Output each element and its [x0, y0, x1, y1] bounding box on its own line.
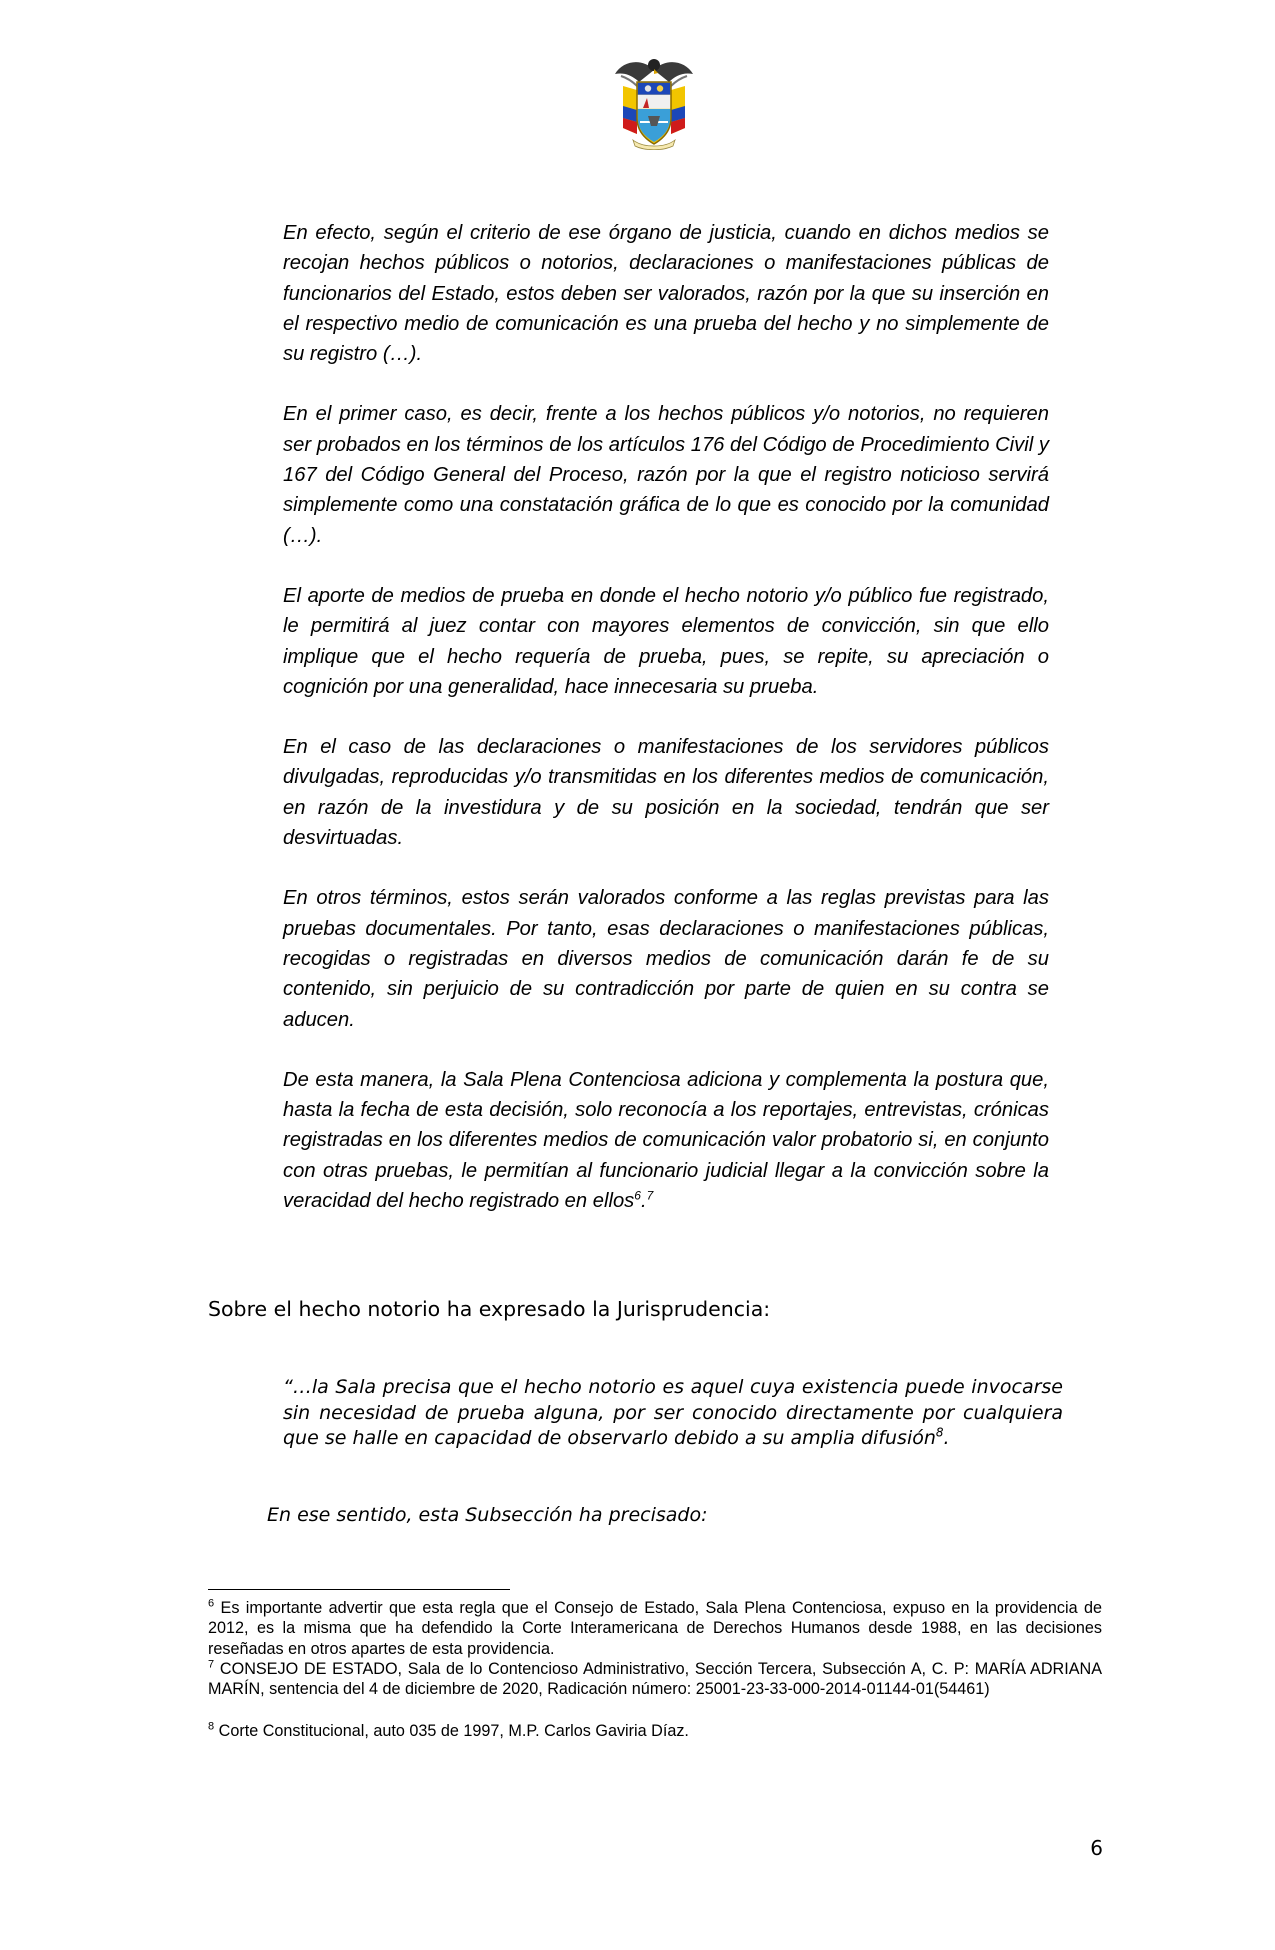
footnote-text: CONSEJO DE ESTADO, Sala de lo Contencioso Administrativo, Sección Tercera, Subsección A, C. P: MARÍA ADRIANA MARÍN, sentencia del 4 de diciembre de 2020, Radicación número: 25001-23-33-000-2014-01144-01(54461): [208, 1659, 1103, 1699]
quote-paragraph: En efecto, según el criterio de ese órgano de justicia, cuando en dichos medios se recojan hechos públicos o notorios, declaraciones o manifestaciones públicas de funcionarios del Estado, estos deben ser valorados, razón por la que su inserción en el respectivo medio de comunicación es una prueba del hecho y no simplemente de su registro (…).: [283, 222, 1049, 366]
punctuation: .: [943, 1427, 950, 1449]
page-number: 6: [1090, 1836, 1103, 1860]
footnote-text: Corte Constitucional, auto 035 de 1997, M.P. Carlos Gaviria Díaz.: [218, 1722, 689, 1741]
footnote-ref[interactable]: 6: [634, 1188, 641, 1203]
jurisprudence-intro: Sobre el hecho notorio ha expresado la Jurisprudencia:: [208, 1297, 771, 1321]
quote-paragraph: El aporte de medios de prueba en donde el hecho notorio y/o público fue registrado, le permitirá al juez contar con mayores elementos de convicción, sin que ello implique que el hecho requería de prueba, pues, se repite, su apreciación o cognición por una generalidad, hace innecesaria su prueba.: [283, 584, 1049, 698]
footnote-number: 7: [208, 1658, 215, 1671]
footnotes: [208, 1598, 1102, 1742]
coat-of-arms-icon: [613, 56, 695, 150]
footnote-separator: [208, 1589, 510, 1590]
footnote-8: [208, 1721, 1102, 1741]
footnote-ref[interactable]: 7: [646, 1188, 654, 1203]
punctuation: .: [640, 1190, 647, 1213]
footnote-number: 8: [208, 1721, 215, 1734]
footnote-7: [208, 1659, 1102, 1700]
quote-paragraph: En el primer caso, es decir, frente a los hechos públicos y/o notorios, no requieren ser probados en los términos de los artículos 176 del Código de Procedimiento Civil y 167 del Código General del Proceso, razón por la que el registro noticioso servirá simplemente como una constatación gráfica de lo que es conocido por la comunidad (…).: [283, 403, 1049, 547]
footnote-6: [208, 1598, 1102, 1659]
quote-paragraph: En el caso de las declaraciones o manifestaciones de los servidores públicos divulgadas, reproducidas y/o transmitidas en los diferentes medios de comunicación, en razón de la investidura y de su posición en la sociedad, tendrán que ser desvirtuadas.: [283, 736, 1049, 850]
jurisprudence-quote: [283, 1375, 1063, 1452]
footnote-ref[interactable]: 8: [935, 1425, 944, 1440]
quote-paragraph: En otros términos, estos serán valorados conforme a las reglas previstas para las pruebas documentales. Por tanto, esas declaraciones o manifestaciones públicas, recogidas o registradas en diversos medios de comunicación darán fe de su contenido, sin perjuicio de su contradicción por parte de quien en su contra se aducen.: [283, 887, 1049, 1031]
quote-paragraph-last: [283, 1065, 1049, 1216]
quote-text: De esta manera, la Sala Plena Contenciosa adiciona y complementa la postura que, hasta la fecha de esta decisión, solo reconocía a los reportajes, entrevistas, crónicas registradas en los diferentes medios de comunicación valor probatorio si, en conjunto con otras pruebas, le permitían al funcionario judicial llegar a la convicción sobre la veracidad del hecho registrado en ellos: [283, 1068, 1049, 1213]
subsection-intro: En ese sentido, esta Subsección ha precisado:: [267, 1504, 708, 1526]
quote-text: “…la Sala precisa que el hecho notorio es aquel cuya existencia puede invocarse sin necesidad de prueba alguna, por ser conocido directamente por cualquiera que se halle en capacidad de observarlo debido a su amplia difusión: [283, 1376, 1063, 1449]
quoted-block: [283, 218, 1049, 1246]
footnote-text: Es importante advertir que esta regla que el Consejo de Estado, Sala Plena Contenciosa, expuso en la providencia de 2012, es la misma que ha defendido la Corte Interamericana de Derechos Humanos desde 1988, en las decisiones reseñadas en otros apartes de esta providencia.: [208, 1599, 1103, 1658]
footnote-number: 6: [208, 1597, 215, 1610]
